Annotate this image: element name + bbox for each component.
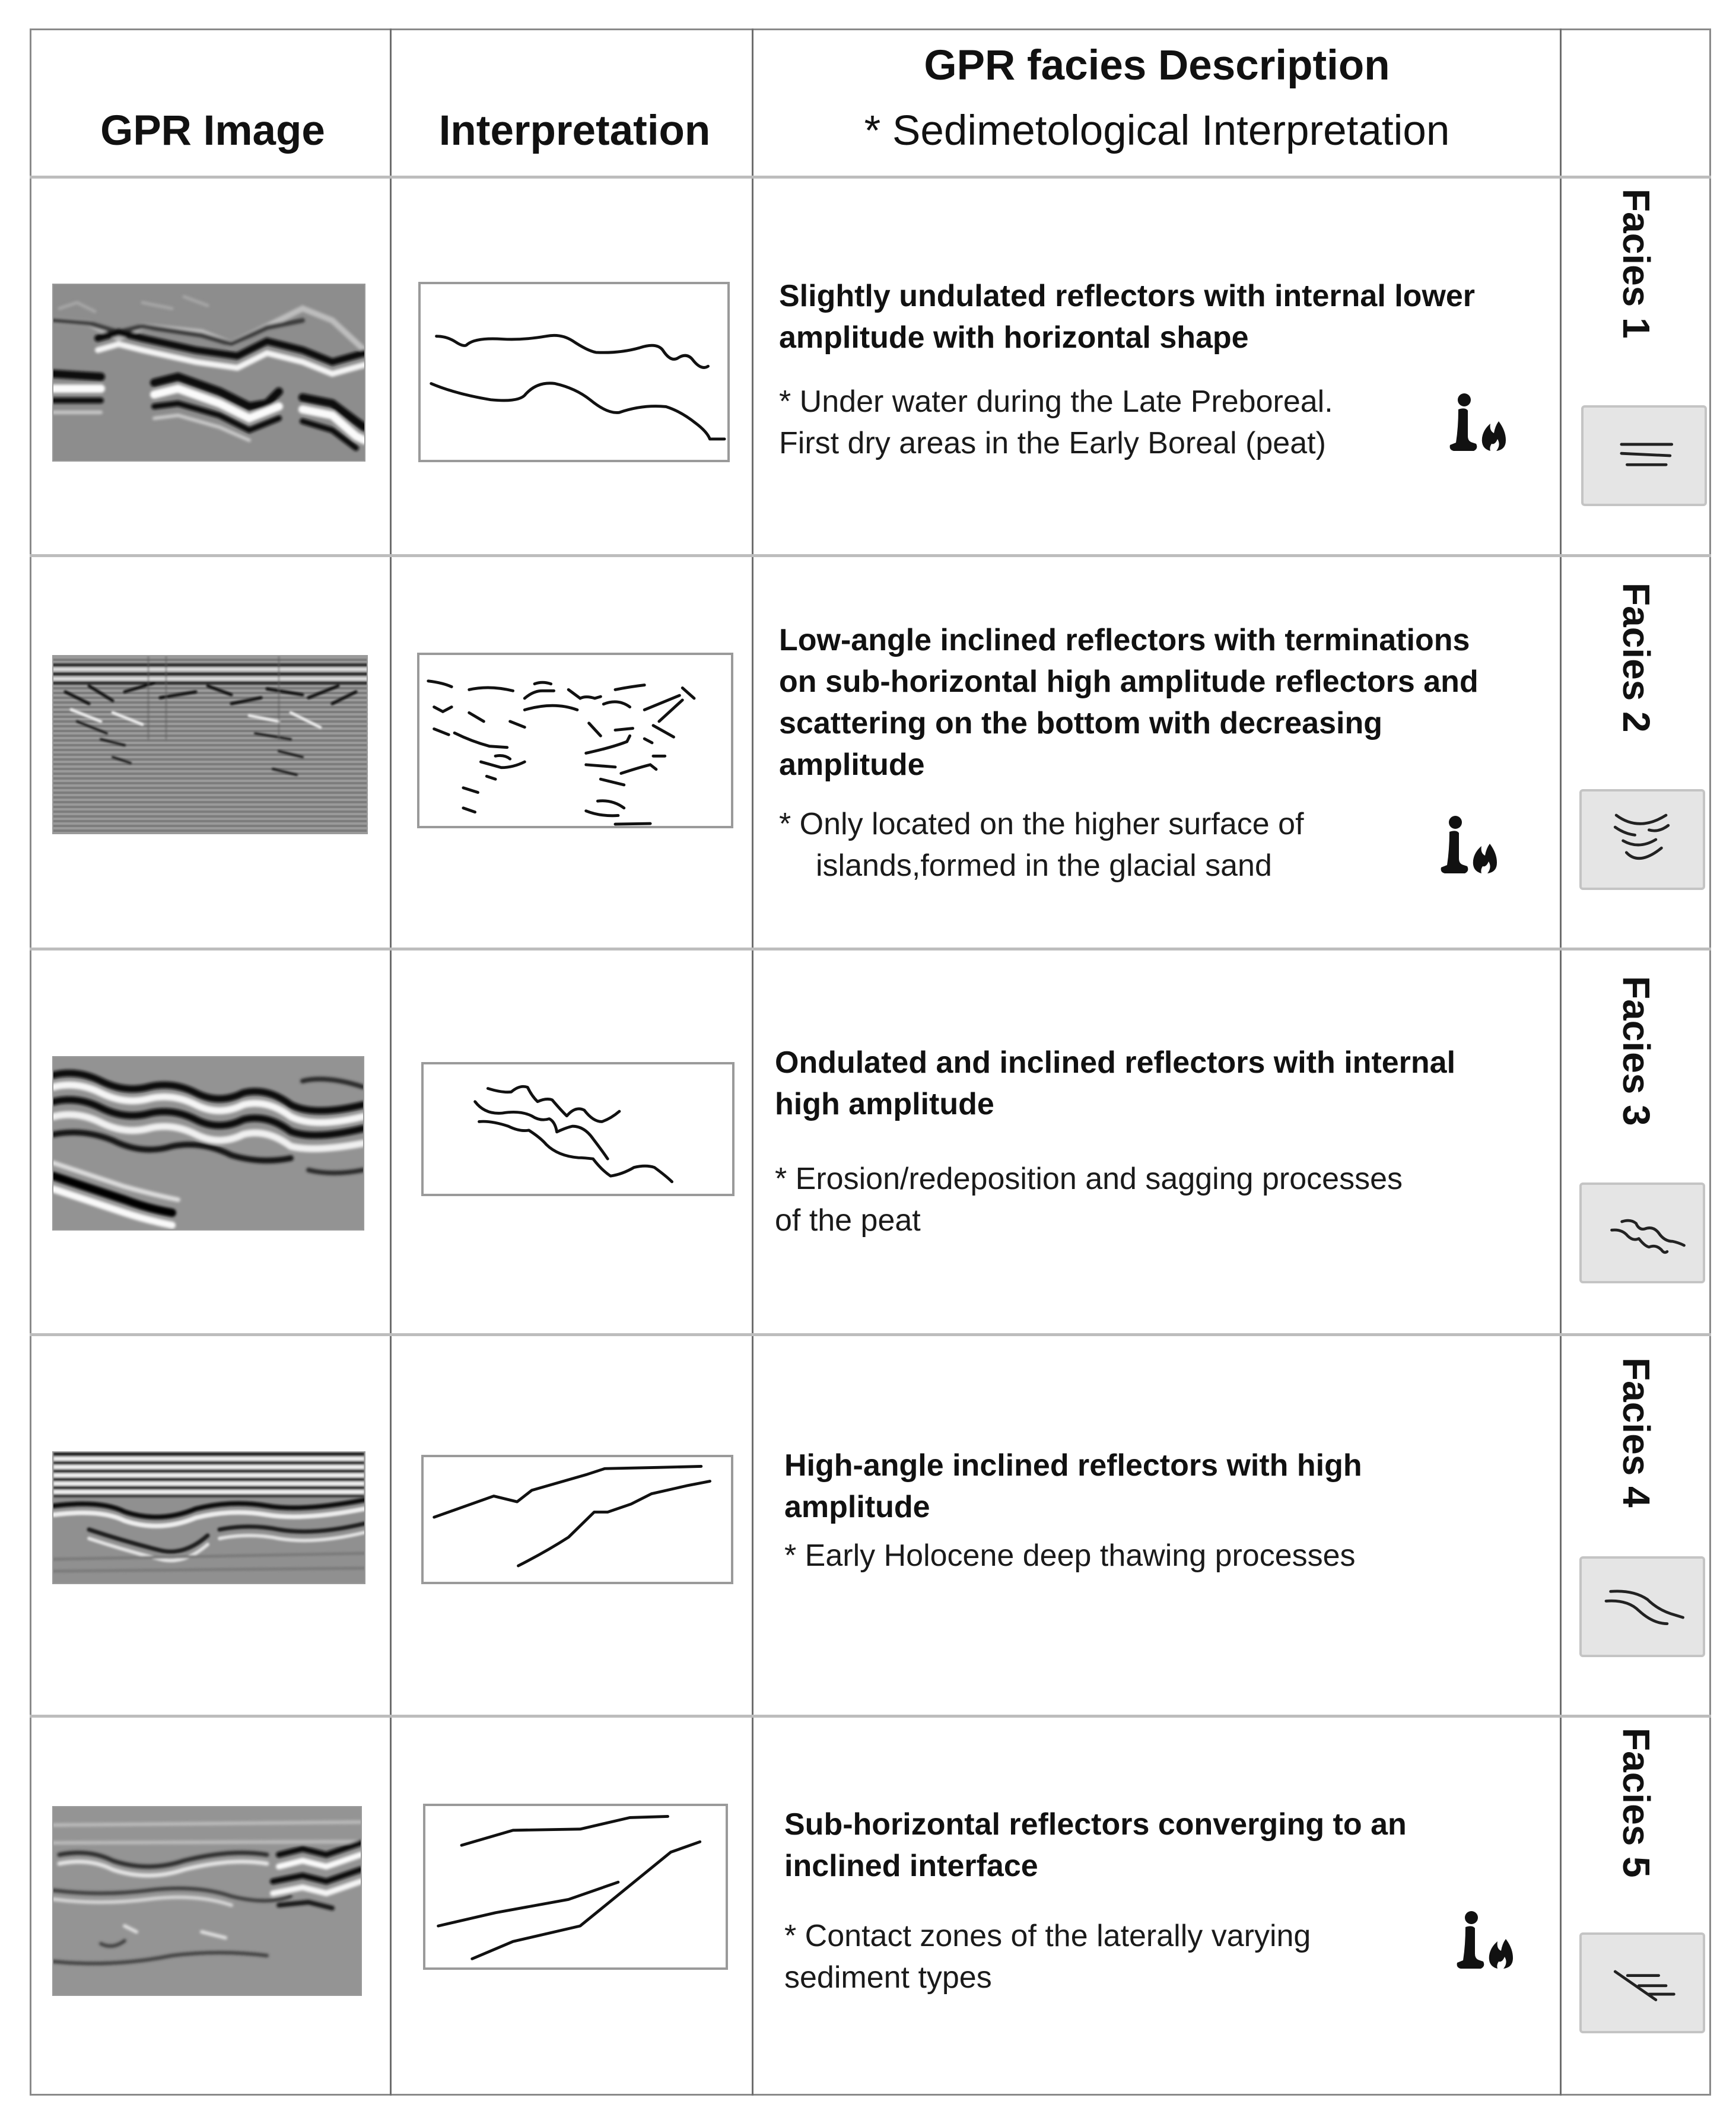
- facies-3-description: [775, 1042, 1546, 1125]
- facies-2-label: Facies 2: [1615, 583, 1658, 733]
- facies-1-symbol: [1581, 405, 1707, 506]
- facies-1-description: [779, 275, 1550, 358]
- column-divider: [390, 28, 392, 2096]
- note-line: islands,formed in the glacial sand: [816, 848, 1272, 883]
- row-divider: [30, 1715, 1711, 1718]
- facies-2-note: [779, 803, 1432, 886]
- column-divider: [752, 28, 753, 2096]
- gpr-image-facies-1: [52, 284, 365, 462]
- description-line: scattering on the bottom with decreasing: [779, 706, 1382, 740]
- interpretation-facies-1: [418, 282, 730, 462]
- note-line: * Under water during the Late Preboreal.: [779, 384, 1333, 419]
- facies-2-symbol: [1579, 789, 1705, 890]
- interpretation-facies-4: [421, 1455, 733, 1584]
- header-divider: [30, 176, 1711, 179]
- facies-1-label: Facies 1: [1615, 189, 1658, 339]
- description-line: amplitude with horizontal shape: [779, 320, 1249, 355]
- header-sedimentological-interpretation: * Sedimetological Interpretation: [864, 107, 1450, 154]
- row-divider: [30, 554, 1711, 557]
- interpretation-facies-2: [417, 653, 733, 828]
- description-line: amplitude: [779, 748, 925, 782]
- description-line: on sub-horizontal high amplitude reflectors and: [779, 665, 1479, 699]
- note-line: * Contact zones of the laterally varying: [784, 1919, 1311, 1953]
- facies-5-symbol: [1579, 1932, 1705, 2033]
- description-line: high amplitude: [775, 1087, 994, 1121]
- header-gpr-image: GPR Image: [100, 107, 325, 154]
- facies-4-label: Facies 4: [1615, 1358, 1658, 1508]
- description-line: Low-angle inclined reflectors with terminations: [779, 623, 1470, 657]
- facies-3-symbol: [1579, 1182, 1705, 1283]
- interpretation-facies-5: [423, 1804, 728, 1970]
- interpretation-facies-3: [421, 1062, 735, 1196]
- description-line: amplitude: [784, 1490, 930, 1524]
- kneeling-person-fire-icon: [1439, 814, 1504, 879]
- facies-1-note: [779, 381, 1432, 464]
- note-line: of the peat: [775, 1203, 921, 1238]
- note-line: First dry areas in the Early Boreal (peat): [779, 426, 1326, 460]
- gpr-image-facies-4: [52, 1451, 365, 1584]
- description-line: Ondulated and inclined reflectors with internal: [775, 1045, 1456, 1080]
- description-line: inclined interface: [784, 1849, 1038, 1883]
- row-divider: [30, 1333, 1711, 1336]
- gpr-image-facies-2: [52, 655, 368, 834]
- description-line: Sub-horizontal reflectors converging to an: [784, 1807, 1407, 1842]
- header-interpretation: Interpretation: [438, 107, 711, 154]
- kneeling-person-fire-icon: [1455, 1909, 1520, 1975]
- facies-5-description: [784, 1804, 1556, 1887]
- facies-4-description: [784, 1445, 1556, 1528]
- facies-4-symbol: [1579, 1556, 1705, 1657]
- column-divider: [1560, 28, 1562, 2096]
- facies-4-note: [784, 1535, 1437, 1576]
- note-line: * Early Holocene deep thawing processes: [784, 1538, 1356, 1573]
- header-facies-description: GPR facies Description: [924, 42, 1390, 89]
- facies-2-description: [779, 619, 1550, 786]
- facies-5-label: Facies 5: [1615, 1728, 1658, 1878]
- gpr-image-facies-3: [52, 1056, 364, 1231]
- kneeling-person-fire-icon: [1448, 392, 1513, 457]
- facies-3-note: [775, 1158, 1427, 1241]
- row-divider: [30, 948, 1711, 950]
- note-line: * Erosion/redeposition and sagging processes: [775, 1162, 1403, 1196]
- note-line: * Only located on the higher surface of: [779, 807, 1304, 841]
- gpr-image-facies-5: [52, 1806, 362, 1996]
- facies-5-note: [784, 1915, 1437, 1998]
- facies-3-label: Facies 3: [1615, 976, 1658, 1126]
- description-line: Slightly undulated reflectors with internal lower: [779, 279, 1476, 313]
- description-line: High-angle inclined reflectors with high: [784, 1448, 1362, 1483]
- note-line: sediment types: [784, 1960, 992, 1995]
